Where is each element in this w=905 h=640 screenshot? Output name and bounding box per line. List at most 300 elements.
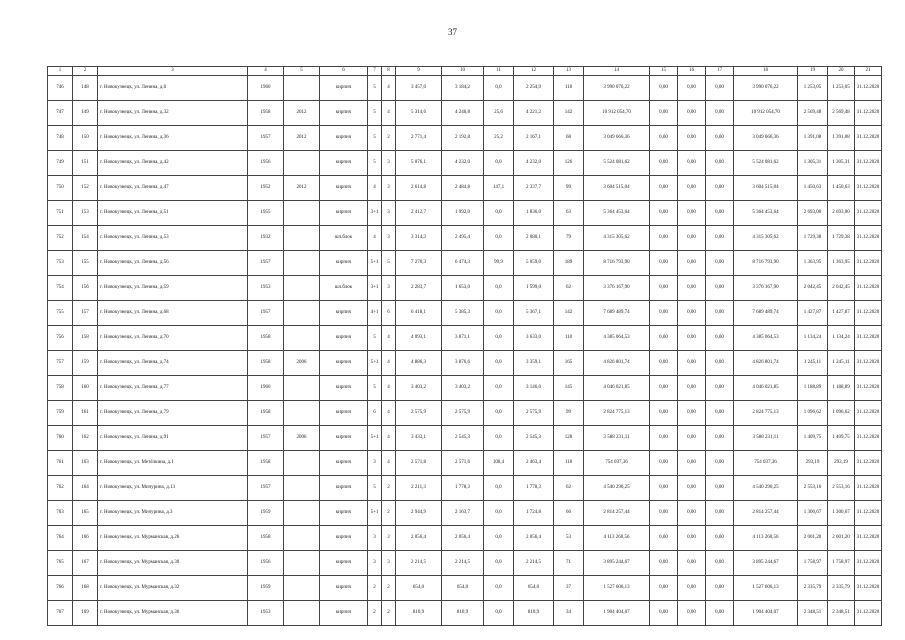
deadline: 31.12.2020: [855, 526, 882, 551]
private-area: 4 232,0: [514, 151, 554, 176]
floors: 3: [368, 526, 382, 551]
cost-col-16: 0,00: [678, 576, 706, 601]
municipal-area: 0,0: [484, 526, 514, 551]
cost-col-17: 0,00: [706, 551, 734, 576]
column-header: 12: [514, 67, 554, 76]
row-number: 746: [48, 76, 73, 101]
cost-col-16: 0,00: [678, 476, 706, 501]
residents: 34: [554, 601, 584, 626]
cost-col-15: 0,00: [650, 351, 678, 376]
deadline: 31.12.2020: [855, 251, 882, 276]
repair-cost: 3 049 666,36: [584, 126, 650, 151]
cost-col-15: 0,00: [650, 76, 678, 101]
total-area: 5 076,1: [396, 151, 442, 176]
renovation-year: 2006: [284, 351, 320, 376]
table-row: [48, 76, 882, 101]
wall-material: кирпич: [320, 151, 368, 176]
table-row: [48, 151, 882, 176]
floors: 5: [368, 101, 382, 126]
entrances: 2: [382, 501, 396, 526]
municipal-area: 0,0: [484, 576, 514, 601]
cost-col-16: 0,00: [678, 126, 706, 151]
cost-col-17: 0,00: [706, 151, 734, 176]
year-built: 1957: [248, 476, 284, 501]
residents: 142: [554, 301, 584, 326]
cost-col-16: 0,00: [678, 401, 706, 426]
column-header: 5: [284, 67, 320, 76]
table-row: [48, 276, 882, 301]
total-cost: 8 716 793,90: [734, 251, 798, 276]
cost-col-15: 0,00: [650, 301, 678, 326]
total-area: 2 575,9: [396, 401, 442, 426]
column-header: 4: [248, 67, 284, 76]
max-unit-cost: 293,19: [828, 451, 855, 476]
residents: 99: [554, 401, 584, 426]
row-number: 749: [48, 151, 73, 176]
residential-area: 2 495,4: [442, 226, 484, 251]
floors: 3+1: [368, 201, 382, 226]
house-id: 149: [73, 101, 98, 126]
renovation-year: [284, 451, 320, 476]
house-id: 165: [73, 501, 98, 526]
private-area: 2 337,7: [514, 176, 554, 201]
entrances: 4: [382, 426, 396, 451]
address: г. Новокузнецк, ул. Ленина, д.42: [98, 151, 248, 176]
column-header: 17: [706, 67, 734, 76]
repair-cost: 1 527 606,13: [584, 576, 650, 601]
table-row: [48, 176, 882, 201]
unit-cost: 1 450,63: [798, 176, 828, 201]
row-number: 747: [48, 101, 73, 126]
residential-area: 4 246,8: [442, 101, 484, 126]
municipal-area: 0,0: [484, 226, 514, 251]
total-area: 3 403,2: [396, 376, 442, 401]
total-area: 2 571,8: [396, 451, 442, 476]
repair-cost: 4 113 260,56: [584, 526, 650, 551]
residential-area: 2 214,5: [442, 551, 484, 576]
row-number: 757: [48, 351, 73, 376]
renovation-year: [284, 376, 320, 401]
municipal-area: 0,0: [484, 351, 514, 376]
entrances: 4: [382, 451, 396, 476]
municipal-area: 0,0: [484, 426, 514, 451]
private-area: 1 778,3: [514, 476, 554, 501]
house-id: 169: [73, 601, 98, 626]
column-header: 11: [484, 67, 514, 76]
table-row: [48, 401, 882, 426]
total-cost: 3 376 167,90: [734, 276, 798, 301]
row-number: 752: [48, 226, 73, 251]
unit-cost: 1 188,89: [798, 376, 828, 401]
total-cost: 3 895 244,67: [734, 551, 798, 576]
residential-area: 2 545,3: [442, 426, 484, 451]
residents: 71: [554, 551, 584, 576]
private-area: 4 221,2: [514, 101, 554, 126]
total-cost: 3 588 231,11: [734, 426, 798, 451]
floors: 4+1: [368, 301, 382, 326]
cost-col-16: 0,00: [678, 201, 706, 226]
cost-col-15: 0,00: [650, 376, 678, 401]
cost-col-17: 0,00: [706, 351, 734, 376]
cost-col-15: 0,00: [650, 151, 678, 176]
table-row: [48, 526, 882, 551]
deadline: 31.12.2020: [855, 276, 882, 301]
total-area: 2 214,5: [396, 551, 442, 576]
house-id: 164: [73, 476, 98, 501]
deadline: 31.12.2020: [855, 601, 882, 626]
max-unit-cost: 1 391,08: [828, 126, 855, 151]
unit-cost: 1 096,62: [798, 401, 828, 426]
cost-col-16: 0,00: [678, 301, 706, 326]
row-number: 758: [48, 376, 73, 401]
deadline: 31.12.2020: [855, 101, 882, 126]
row-number: 767: [48, 601, 73, 626]
cost-col-16: 0,00: [678, 551, 706, 576]
floors: 4: [368, 176, 382, 201]
municipal-area: 25,2: [484, 126, 514, 151]
floors: 5: [368, 126, 382, 151]
house-id: 156: [73, 276, 98, 301]
entrances: 5: [382, 251, 396, 276]
floors: 3: [368, 451, 382, 476]
year-built: 1958: [248, 101, 284, 126]
cost-col-15: 0,00: [650, 201, 678, 226]
repair-cost: 4 826 801,74: [584, 351, 650, 376]
wall-material: кирпич: [320, 101, 368, 126]
wall-material: кирпич: [320, 601, 368, 626]
table-row: [48, 351, 882, 376]
cost-col-15: 0,00: [650, 326, 678, 351]
house-id: 160: [73, 376, 98, 401]
residential-area: 2 575,9: [442, 401, 484, 426]
renovation-year: [284, 226, 320, 251]
year-built: 1932: [248, 226, 284, 251]
year-built: 1959: [248, 501, 284, 526]
table-row: [48, 576, 882, 601]
residential-area: 1 653,0: [442, 276, 484, 301]
housing-register-table: [47, 66, 882, 626]
floors: 5+1: [368, 501, 382, 526]
year-built: 1957: [248, 301, 284, 326]
house-id: 163: [73, 451, 98, 476]
total-cost: 7 689 489,74: [734, 301, 798, 326]
total-area: 2 056,4: [396, 526, 442, 551]
residential-area: 3 184,2: [442, 76, 484, 101]
municipal-area: 0,0: [484, 376, 514, 401]
residents: 53: [554, 526, 584, 551]
table-row: [48, 201, 882, 226]
column-header: 19: [798, 67, 828, 76]
row-number: 761: [48, 451, 73, 476]
wall-material: кирпич: [320, 351, 368, 376]
municipal-area: 0,0: [484, 326, 514, 351]
row-number: 760: [48, 426, 73, 451]
year-built: 1953: [248, 276, 284, 301]
repair-cost: 3 604 515,04: [584, 176, 650, 201]
table-row: [48, 226, 882, 251]
residential-area: 810,9: [442, 601, 484, 626]
repair-cost: 4 046 021,85: [584, 376, 650, 401]
repair-cost: 3 895 244,67: [584, 551, 650, 576]
entrances: 2: [382, 476, 396, 501]
municipal-area: 0,0: [484, 476, 514, 501]
total-cost: 3 990 076,22: [734, 76, 798, 101]
max-unit-cost: 1 363,95: [828, 251, 855, 276]
repair-cost: 8 716 793,90: [584, 251, 650, 276]
column-header: 10: [442, 67, 484, 76]
floors: 4: [368, 226, 382, 251]
cost-col-17: 0,00: [706, 126, 734, 151]
deadline: 31.12.2020: [855, 551, 882, 576]
max-unit-cost: 1 758,97: [828, 551, 855, 576]
wall-material: кирпич: [320, 326, 368, 351]
residents: 165: [554, 351, 584, 376]
max-unit-cost: 1 253,05: [828, 76, 855, 101]
repair-cost: 3 376 167,90: [584, 276, 650, 301]
entrances: 4: [382, 101, 396, 126]
cost-col-16: 0,00: [678, 226, 706, 251]
house-id: 159: [73, 351, 98, 376]
address: г. Новокузнецк, ул. Мичурина, д.13: [98, 476, 248, 501]
private-area: 2 080,1: [514, 226, 554, 251]
deadline: 31.12.2020: [855, 376, 882, 401]
entrances: 3: [382, 276, 396, 301]
unit-cost: 2 335,79: [798, 576, 828, 601]
floors: 5: [368, 76, 382, 101]
wall-material: кирпич: [320, 301, 368, 326]
address: г. Новокузнецк, ул. Ленина, д.70: [98, 326, 248, 351]
house-id: 155: [73, 251, 98, 276]
unit-cost: 1 758,97: [798, 551, 828, 576]
cost-col-16: 0,00: [678, 276, 706, 301]
total-area: 5 314,6: [396, 101, 442, 126]
municipal-area: 108,4: [484, 451, 514, 476]
repair-cost: 4 385 064,53: [584, 326, 650, 351]
max-unit-cost: 2 335,79: [828, 576, 855, 601]
address: г. Новокузнецк, ул. Ленина, д.6: [98, 76, 248, 101]
row-number: 753: [48, 251, 73, 276]
private-area: 3 359,1: [514, 351, 554, 376]
municipal-area: 147,1: [484, 176, 514, 201]
year-built: 1960: [248, 376, 284, 401]
entrances: 4: [382, 376, 396, 401]
cost-col-16: 0,00: [678, 151, 706, 176]
floors: 6: [368, 401, 382, 426]
renovation-year: [284, 151, 320, 176]
max-unit-cost: 2 693,00: [828, 201, 855, 226]
floors: 5: [368, 476, 382, 501]
floors: 3: [368, 551, 382, 576]
column-header: 13: [554, 67, 584, 76]
private-area: 2 545,3: [514, 426, 554, 451]
year-built: 1957: [248, 126, 284, 151]
year-built: 1958: [248, 401, 284, 426]
unit-cost: 1 134,24: [798, 326, 828, 351]
cost-col-16: 0,00: [678, 176, 706, 201]
unit-cost: 1 253,05: [798, 76, 828, 101]
repair-cost: 3 990 076,22: [584, 76, 650, 101]
cost-col-15: 0,00: [650, 176, 678, 201]
column-header: 18: [734, 67, 798, 76]
cost-col-17: 0,00: [706, 101, 734, 126]
residential-area: 3 876,6: [442, 351, 484, 376]
entrances: 2: [382, 601, 396, 626]
renovation-year: [284, 76, 320, 101]
residents: 62: [554, 276, 584, 301]
private-area: 2 056,4: [514, 526, 554, 551]
cost-col-16: 0,00: [678, 501, 706, 526]
entrances: 4: [382, 401, 396, 426]
unit-cost: 1 363,95: [798, 251, 828, 276]
repair-cost: 2 814 257,44: [584, 501, 650, 526]
entrances: 2: [382, 576, 396, 601]
residential-area: 2 571,6: [442, 451, 484, 476]
deadline: 31.12.2020: [855, 426, 882, 451]
year-built: 1959: [248, 576, 284, 601]
max-unit-cost: 2 348,51: [828, 601, 855, 626]
wall-material: шл.блок: [320, 226, 368, 251]
residential-area: 654,0: [442, 576, 484, 601]
max-unit-cost: 2 553,16: [828, 476, 855, 501]
repair-cost: 3 588 231,11: [584, 426, 650, 451]
cost-col-17: 0,00: [706, 501, 734, 526]
entrances: 3: [382, 226, 396, 251]
private-area: 3 633,0: [514, 326, 554, 351]
renovation-year: [284, 201, 320, 226]
repair-cost: 7 689 489,74: [584, 301, 650, 326]
row-number: 763: [48, 501, 73, 526]
entrances: 4: [382, 76, 396, 101]
entrances: 3: [382, 151, 396, 176]
total-area: 7 270,3: [396, 251, 442, 276]
wall-material: кирпич: [320, 126, 368, 151]
house-id: 150: [73, 126, 98, 151]
cost-col-17: 0,00: [706, 451, 734, 476]
residents: 118: [554, 451, 584, 476]
column-header: 21: [855, 67, 882, 76]
residents: 37: [554, 576, 584, 601]
address: г. Новокузнецк, ул. Ленина, д.68: [98, 301, 248, 326]
house-id: 148: [73, 76, 98, 101]
house-id: 162: [73, 426, 98, 451]
address: г. Новокузнецк, ул. Ленина, д.47: [98, 176, 248, 201]
entrances: 3: [382, 201, 396, 226]
address: г. Новокузнецк, ул. Ленина, д.77: [98, 376, 248, 401]
renovation-year: [284, 401, 320, 426]
residential-area: 4 232,0: [442, 151, 484, 176]
total-cost: 2 824 775,13: [734, 401, 798, 426]
renovation-year: [284, 326, 320, 351]
wall-material: кирпич: [320, 476, 368, 501]
floors: 5: [368, 151, 382, 176]
renovation-year: [284, 526, 320, 551]
renovation-year: [284, 501, 320, 526]
column-header: 16: [678, 67, 706, 76]
deadline: 31.12.2020: [855, 501, 882, 526]
cost-col-16: 0,00: [678, 601, 706, 626]
address: г. Новокузнецк, ул. Ленина, д.56: [98, 251, 248, 276]
cost-col-16: 0,00: [678, 326, 706, 351]
unit-cost: 1 391,08: [798, 126, 828, 151]
cost-col-17: 0,00: [706, 576, 734, 601]
municipal-area: 0,0: [484, 301, 514, 326]
year-built: 1958: [248, 351, 284, 376]
residents: 62: [554, 476, 584, 501]
unit-cost: 2 553,16: [798, 476, 828, 501]
total-cost: 1 527 606,13: [734, 576, 798, 601]
wall-material: шл.блок: [320, 276, 368, 301]
row-number: 765: [48, 551, 73, 576]
total-cost: 3 604 515,04: [734, 176, 798, 201]
cost-col-17: 0,00: [706, 176, 734, 201]
cost-col-16: 0,00: [678, 351, 706, 376]
entrances: 4: [382, 326, 396, 351]
floors: 2: [368, 576, 382, 601]
private-area: 654,0: [514, 576, 554, 601]
municipal-area: 0,0: [484, 601, 514, 626]
cost-col-17: 0,00: [706, 401, 734, 426]
renovation-year: 2006: [284, 426, 320, 451]
private-area: 1 836,0: [514, 201, 554, 226]
address: г. Новокузнецк, ул. Ленина, д.74: [98, 351, 248, 376]
total-area: 2 944,9: [396, 501, 442, 526]
page-number: 37: [448, 27, 457, 37]
unit-cost: 1 305,31: [798, 151, 828, 176]
unit-cost: 2 348,51: [798, 601, 828, 626]
address: г. Новокузнецк, ул. Мурманская, д.32: [98, 576, 248, 601]
address: г. Новокузнецк, ул. Метёлкина, д.1: [98, 451, 248, 476]
column-header: 8: [382, 67, 396, 76]
year-built: 1956: [248, 551, 284, 576]
deadline: 31.12.2020: [855, 451, 882, 476]
house-id: 166: [73, 526, 98, 551]
row-number: 762: [48, 476, 73, 501]
deadline: 31.12.2020: [855, 401, 882, 426]
floors: 2: [368, 601, 382, 626]
max-unit-cost: 1 134,24: [828, 326, 855, 351]
private-area: 1 724,8: [514, 501, 554, 526]
total-area: 4 093,1: [396, 326, 442, 351]
municipal-area: 0,0: [484, 401, 514, 426]
cost-col-15: 0,00: [650, 276, 678, 301]
max-unit-cost: 2 001,20: [828, 526, 855, 551]
cost-col-17: 0,00: [706, 426, 734, 451]
table-row: [48, 426, 882, 451]
row-number: 750: [48, 176, 73, 201]
entrances: 3: [382, 176, 396, 201]
unit-cost: 2 001,20: [798, 526, 828, 551]
renovation-year: [284, 301, 320, 326]
address: г. Новокузнецк, ул. Мурманская, д.36: [98, 601, 248, 626]
cost-col-15: 0,00: [650, 101, 678, 126]
deadline: 31.12.2020: [855, 476, 882, 501]
year-built: 1958: [248, 326, 284, 351]
row-number: 754: [48, 276, 73, 301]
repair-cost: 1 904 404,07: [584, 601, 650, 626]
repair-cost: 4 315 305,62: [584, 226, 650, 251]
total-cost: 4 826 801,74: [734, 351, 798, 376]
address: г. Новокузнецк, ул. Ленина, д.36: [98, 126, 248, 151]
entrances: 2: [382, 126, 396, 151]
address: г. Новокузнецк, ул. Мурманская, д.26: [98, 526, 248, 551]
max-unit-cost: 1 427,87: [828, 301, 855, 326]
renovation-year: [284, 251, 320, 276]
house-id: 161: [73, 401, 98, 426]
municipal-area: 0,0: [484, 501, 514, 526]
cost-col-15: 0,00: [650, 601, 678, 626]
private-area: 2 214,5: [514, 551, 554, 576]
max-unit-cost: 1 245,11: [828, 351, 855, 376]
